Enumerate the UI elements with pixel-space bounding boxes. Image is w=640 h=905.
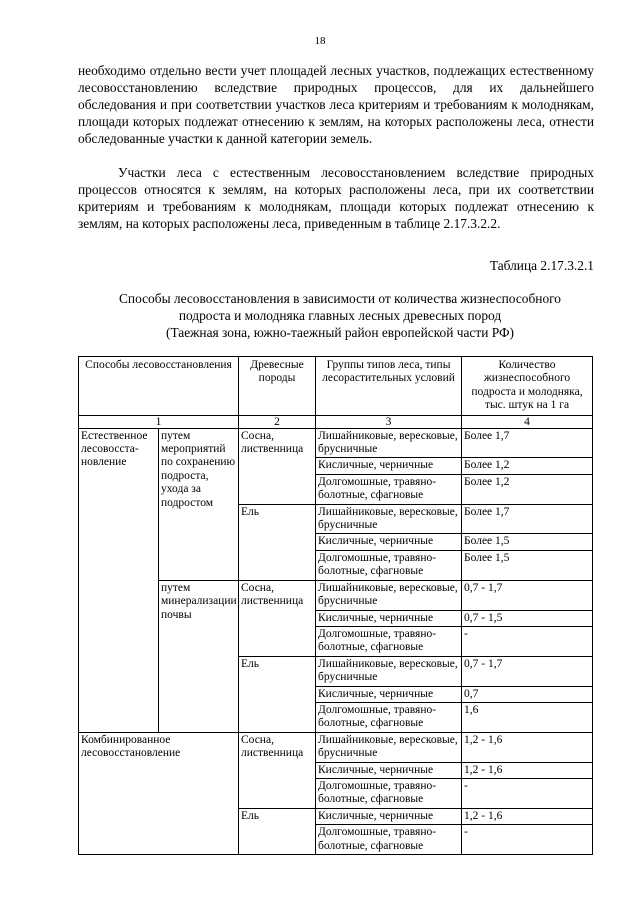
table-label: Таблица 2.17.3.2.1 bbox=[489, 258, 594, 273]
species-cell: Ель bbox=[239, 656, 316, 732]
quantity-cell: Более 1,5 bbox=[462, 550, 593, 580]
reforestation-table bbox=[78, 356, 593, 855]
header-forest-types: Группы типов леса, типы лесорастительных условий bbox=[316, 357, 462, 416]
forest-type-cell: Кисличные, черничные bbox=[316, 610, 462, 626]
caption-line-3: (Таежная зона, южно-таежный район европейской части РФ) bbox=[165, 325, 514, 340]
forest-type-cell: Долгомошные, травяно-болотные, сфагновые bbox=[316, 778, 462, 808]
submethod-preservation: путем мероприятий по сохранению подроста, ухода за подростом bbox=[159, 428, 239, 580]
species-cell: Ель bbox=[239, 808, 316, 854]
forest-type-cell: Кисличные, черничные bbox=[316, 808, 462, 824]
species-cell: Сосна, лиственница bbox=[239, 580, 316, 656]
quantity-cell: 0,7 - 1,7 bbox=[462, 580, 593, 610]
submethod-mineralization: путем минерализации почвы bbox=[159, 580, 239, 732]
quantity-cell: 1,2 - 1,6 bbox=[462, 732, 593, 762]
species-cell: Сосна, лиственница bbox=[239, 732, 316, 808]
forest-type-cell: Долгомошные, травяно-болотные, сфагновые bbox=[316, 702, 462, 732]
forest-type-cell: Лишайниковые, вересковые, брусничные bbox=[316, 732, 462, 762]
quantity-cell: - bbox=[462, 626, 593, 656]
forest-type-cell: Долгомошные, травяно-болотные, сфагновые bbox=[316, 474, 462, 504]
quantity-cell: 1,2 - 1,6 bbox=[462, 762, 593, 778]
forest-type-cell: Долгомошные, травяно-болотные, сфагновые bbox=[316, 550, 462, 580]
quantity-cell: 1,6 bbox=[462, 702, 593, 732]
column-number: 2 bbox=[239, 415, 316, 428]
paragraph-2: Участки леса с естественным лесовосстановлением вследствие природных процессов относятся к землям, на которых расположены леса, при их соответствии критериям и требованиям к молоднякам, площади которых подлежат отнесению к землям, на которых расположены леса, приведенным в таблице 2.17.3.2.2. bbox=[78, 165, 594, 231]
column-numbers-row bbox=[79, 415, 593, 428]
forest-type-cell: Лишайниковые, вересковые, брусничные bbox=[316, 504, 462, 534]
quantity-cell: 0,7 - 1,7 bbox=[462, 656, 593, 686]
paragraph-1: необходимо отдельно вести учет площадей лесных участков, подлежащих естественному лесовосстановлению вследствие природных процессов, для их дальнейшего обследования и при соответствии участков леса критериям и требованиям к молоднякам, площади которых подлежат отнесению к землям, на которых расположены леса, отнести обследованные участки к данной категории земель. bbox=[78, 63, 594, 146]
table-caption bbox=[40, 290, 640, 341]
forest-type-cell: Кисличные, черничные bbox=[316, 458, 462, 474]
header-quantity: Количество жизнеспособного подроста и молодняка, тыс. штук на 1 га bbox=[462, 357, 593, 416]
forest-type-cell: Кисличные, черничные bbox=[316, 534, 462, 550]
forest-type-cell: Кисличные, черничные bbox=[316, 762, 462, 778]
forest-type-cell: Долгомошные, травяно-болотные, сфагновые bbox=[316, 825, 462, 855]
page-number: 18 bbox=[314, 35, 326, 47]
quantity-cell: Более 1,2 bbox=[462, 474, 593, 504]
table-row bbox=[79, 732, 593, 762]
quantity-cell: Более 1,7 bbox=[462, 428, 593, 458]
method-combined: Комбинированное лесовосстановление bbox=[79, 732, 239, 854]
header-methods: Способы лесовосстановления bbox=[79, 357, 239, 416]
caption-line-2: подроста и молодняка главных лесных древесных пород bbox=[178, 308, 502, 323]
column-number: 4 bbox=[462, 415, 593, 428]
quantity-cell: - bbox=[462, 825, 593, 855]
forest-type-cell: Лишайниковые, вересковые, брусничные bbox=[316, 656, 462, 686]
forest-type-cell: Кисличные, черничные bbox=[316, 686, 462, 702]
quantity-cell: 0,7 - 1,5 bbox=[462, 610, 593, 626]
header-species: Древесные породы bbox=[239, 357, 316, 416]
species-cell: Сосна, лиственница bbox=[239, 428, 316, 504]
quantity-cell: Более 1,5 bbox=[462, 534, 593, 550]
table-header-row bbox=[79, 357, 593, 416]
method-natural: Естественное лесовосста-новление bbox=[79, 428, 159, 732]
caption-line-1: Способы лесовосстановления в зависимости от количества жизнеспособного bbox=[118, 291, 562, 306]
forest-type-cell: Лишайниковые, вересковые, брусничные bbox=[316, 428, 462, 458]
forest-type-cell: Долгомошные, травяно-болотные, сфагновые bbox=[316, 626, 462, 656]
quantity-cell: Более 1,7 bbox=[462, 504, 593, 534]
column-number: 3 bbox=[316, 415, 462, 428]
quantity-cell: Более 1,2 bbox=[462, 458, 593, 474]
forest-type-cell: Лишайниковые, вересковые, брусничные bbox=[316, 580, 462, 610]
species-cell: Ель bbox=[239, 504, 316, 580]
quantity-cell: - bbox=[462, 778, 593, 808]
quantity-cell: 1,2 - 1,6 bbox=[462, 808, 593, 824]
quantity-cell: 0,7 bbox=[462, 686, 593, 702]
column-number: 1 bbox=[79, 415, 239, 428]
table-row bbox=[79, 428, 593, 458]
